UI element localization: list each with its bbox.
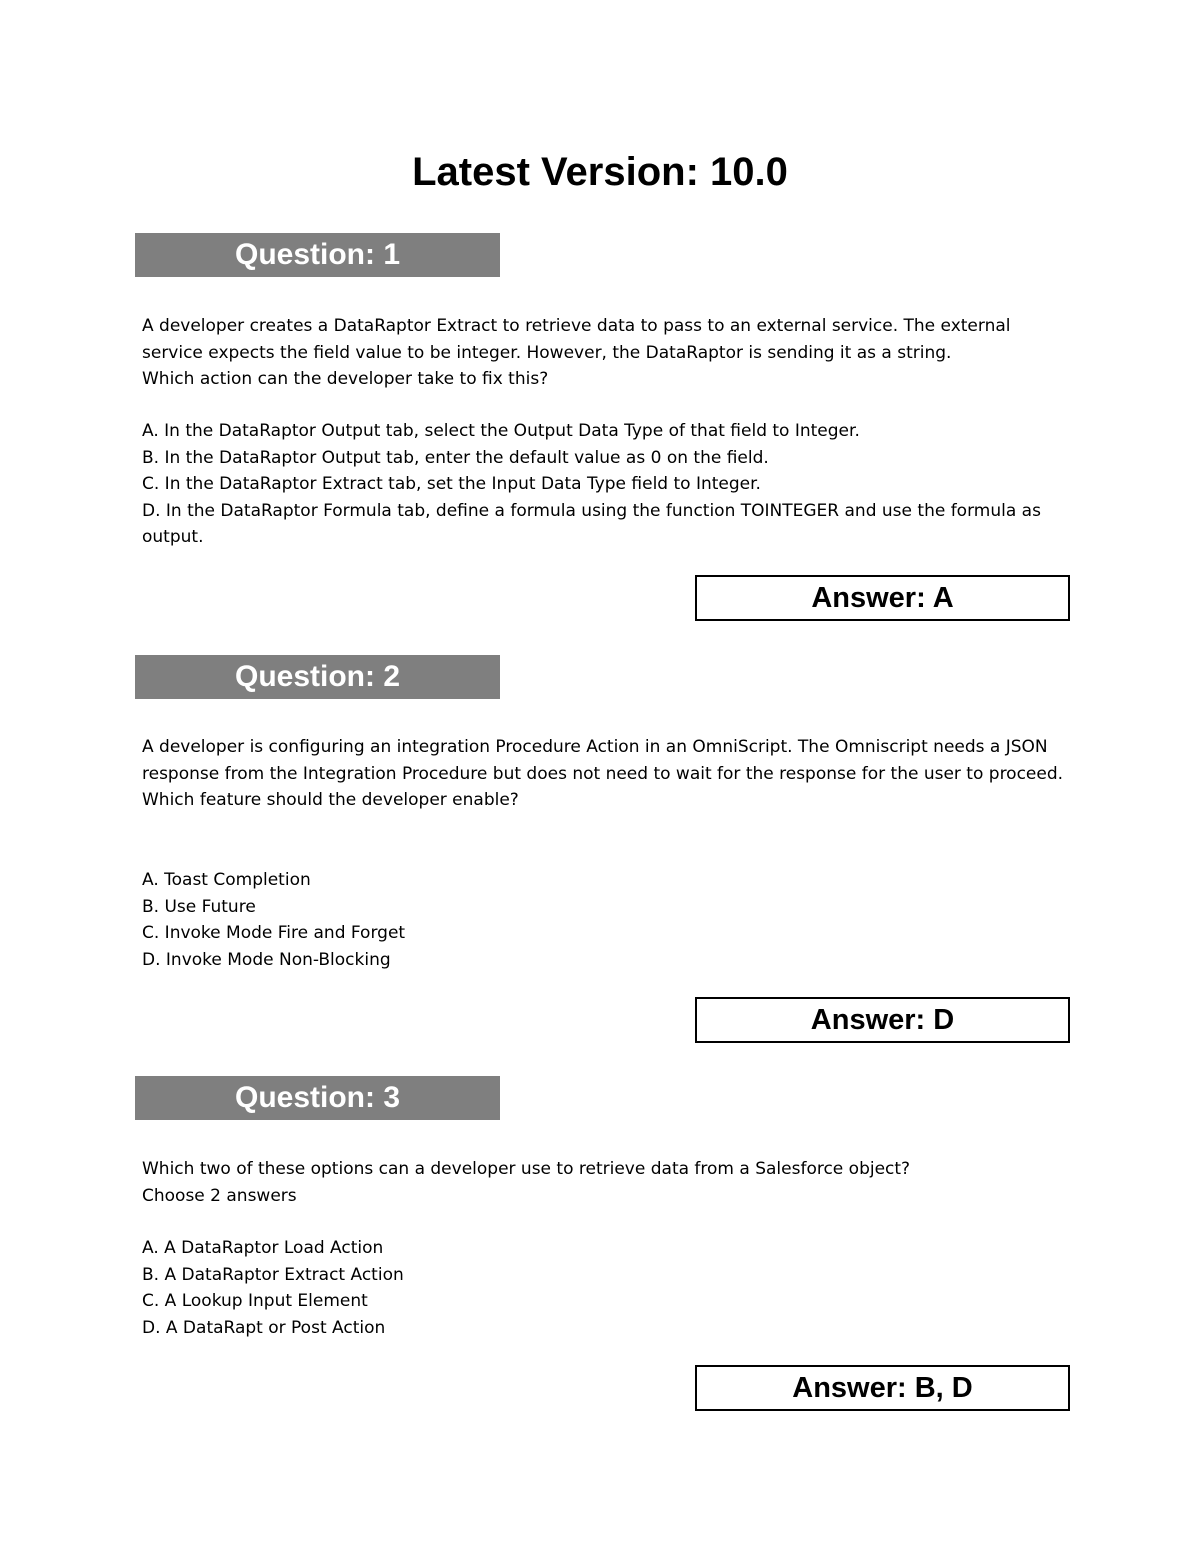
option-c: C. Invoke Mode Fire and Forget xyxy=(142,923,406,943)
answer-box: Answer: A xyxy=(695,575,1070,621)
option-d: D. Invoke Mode Non-Blocking xyxy=(142,949,391,970)
answer-box: Answer: D xyxy=(695,997,1070,1043)
question-text: Which two of these options can a developer use to retrieve data from a Salesforce object? Choose 2 answers xyxy=(142,1159,911,1206)
option-d: D. In the DataRaptor Formula tab, define a formula using the function TOINTEGER and use the formula as output. xyxy=(142,500,1041,547)
options-list xyxy=(142,867,1077,973)
question-header: Question: 3 xyxy=(135,1076,500,1120)
question-header: Question: 1 xyxy=(135,233,500,277)
option-a: A. A DataRaptor Load Action xyxy=(142,1238,384,1258)
option-c: C. In the DataRaptor Extract tab, set the Input Data Type field to Integer. xyxy=(142,474,761,494)
question-text: A developer creates a DataRaptor Extract to retrieve data to pass to an external service. The external service expects the field value to be integer. However, the DataRaptor is sending it as a string. Which action can the developer take to fix this? xyxy=(142,316,1011,389)
option-b: B. A DataRaptor Extract Action xyxy=(142,1264,404,1285)
options-list xyxy=(142,1235,1077,1341)
question-header: Question: 2 xyxy=(135,655,500,699)
option-a: A. Toast Completion xyxy=(142,870,311,890)
options-list xyxy=(142,418,1077,551)
option-a: A. In the DataRaptor Output tab, select the Output Data Type of that field to Integer. xyxy=(142,421,860,441)
page-title: Latest Version: 10.0 xyxy=(412,150,788,194)
option-d: D. A DataRapt or Post Action xyxy=(142,1317,386,1338)
option-b: B. In the DataRaptor Output tab, enter the default value as 0 on the field. xyxy=(142,447,769,468)
option-b: B. Use Future xyxy=(142,896,256,917)
question-text: A developer is configuring an integration Procedure Action in an OmniScript. The Omniscript needs a JSON response from the Integration Procedure but does not need to wait for the response for the user to proceed. Which feature should the developer enable? xyxy=(142,737,1064,810)
option-c: C. A Lookup Input Element xyxy=(142,1291,368,1311)
answer-box: Answer: B, D xyxy=(695,1365,1070,1411)
